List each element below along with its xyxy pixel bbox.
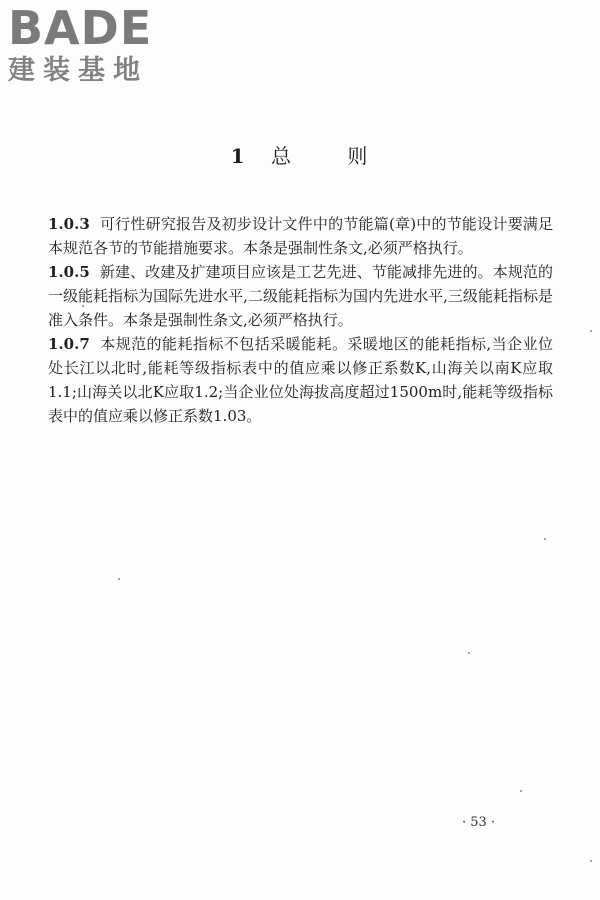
scan-speck <box>590 860 592 862</box>
brand-logo-subtitle: 建装基地 <box>8 55 148 86</box>
brand-logo-text: BADE <box>8 1 153 55</box>
clause-number: 1.0.5 <box>48 263 90 281</box>
clause-number: 1.0.3 <box>48 215 90 233</box>
clause-text: 本规范的能耗指标不包括采暖能耗。采暖地区的能耗指标,当企业位处长江以北时,能耗等级指标表中的值应乘以修正系数K,山海关以南K应取1.1;山海关以北K应取1.2;当企业位处海拔高度超过1500m时,能耗等级指标表中的值应乘以修正系数1.03。 <box>48 335 553 425</box>
chapter-number: 1 <box>230 144 247 168</box>
clause-number: 1.0.7 <box>48 335 90 353</box>
clause-1-0-5 <box>48 260 553 332</box>
chapter-title-part2: 则 <box>347 144 370 168</box>
chapter-title <box>0 140 600 169</box>
clause-1-0-3 <box>48 212 553 260</box>
clause-1-0-7 <box>48 332 553 428</box>
clause-text: 可行性研究报告及初步设计文件中的节能篇(章)中的节能设计要满足本规范各节的节能措施要求。本条是强制性条文,必须严格执行。 <box>48 215 553 257</box>
scan-speck <box>544 538 546 540</box>
brand-logo-word <box>8 1 153 55</box>
scan-speck <box>118 578 120 580</box>
clauses-body <box>48 212 553 428</box>
page-number: · 53 · <box>462 815 496 830</box>
clause-text: 新建、改建及扩建项目应该是工艺先进、节能减排先进的。本规范的一级能耗指标为国际先进水平,二级能耗指标为国内先进水平,三级能耗指标是准入条件。本条是强制性条文,必须严格执行。 <box>48 263 553 329</box>
chapter-title-part1: 总 <box>270 144 293 168</box>
scan-speck <box>468 652 470 654</box>
scan-speck <box>590 330 592 332</box>
scan-speck <box>82 305 84 307</box>
scan-speck <box>520 790 522 792</box>
brand-watermark-logo <box>8 1 153 88</box>
